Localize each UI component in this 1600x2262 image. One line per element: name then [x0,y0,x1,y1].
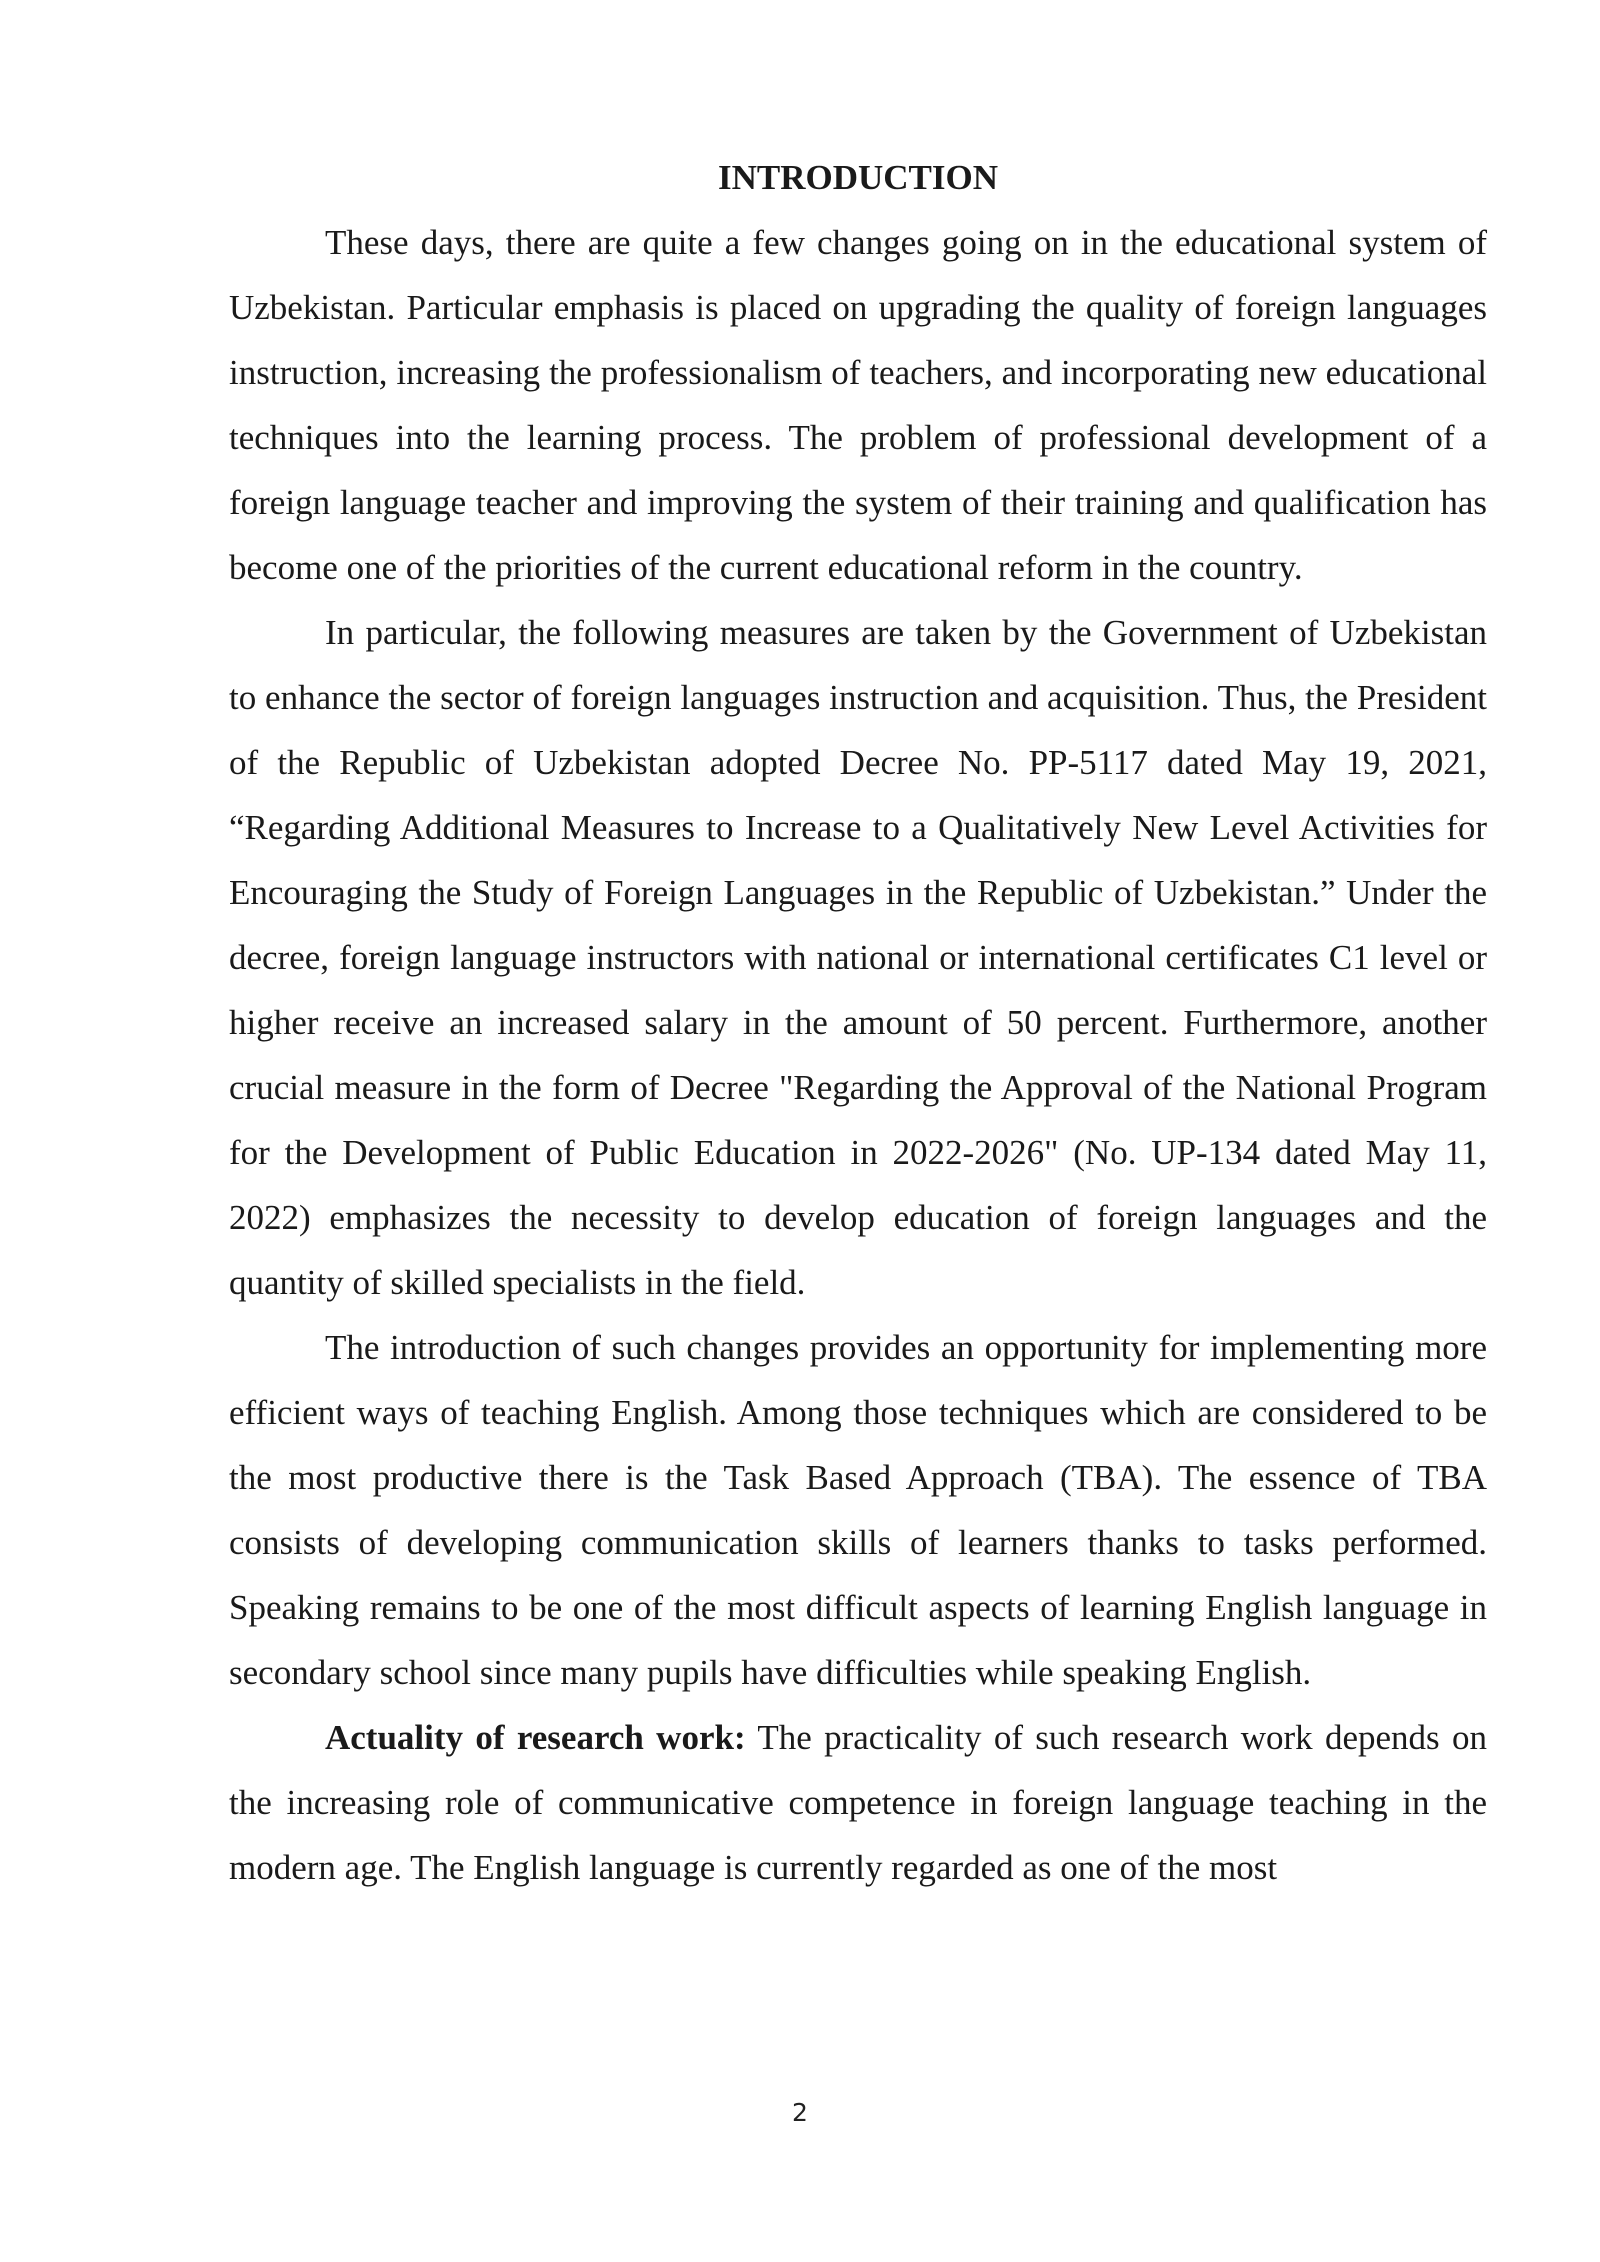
paragraph-government-measures: In particular, the following measures are taken by the Government of Uzbekistan to enhance the sector of foreign languages instruction and acquisition. Thus, the President of the Republic of Uzbekistan adopted Decree No. PP-5117 dated May 19, 2021, “Regarding Additional Measures to Increase to a Qualitatively New Level Activities for Encouraging the Study of Foreign Languages in the Republic of Uzbekistan.” Under the decree, foreign language instructors with national or international certificates C1 level or higher receive an increased salary in the amount of 50 percent. Furthermore, another crucial measure in the form of Decree "Regarding the Approval of the National Program for the Development of Public Education in 2022-2026" (No. UP-134 dated May 11, 2022) emphasizes the necessity to develop education of foreign languages and the quantity of skilled specialists in the field. [229,613,1487,1302]
page-content [229,145,1487,1900]
paragraph-education-changes: These days, there are quite a few changes going on in the educational system of Uzbekistan. Particular emphasis is placed on upgrading the quality of foreign languages instruction, increasing the professionalism of teachers, and incorporating new educational techniques into the learning process. The problem of professional development of a foreign language teacher and improving the system of their training and qualification has become one of the priorities of the current educational reform in the country. [229,223,1487,587]
actuality-text: The practicality of such research work depends on the increasing role of communicative competence in foreign language teaching in the modern age. The English language is currently regarded as one of the most [229,1718,1487,1887]
paragraph-task-based-approach: The introduction of such changes provides an opportunity for implementing more efficient ways of teaching English. Among those techniques which are considered to be the most productive there is the Task Based Approach (TBA). The essence of TBA consists of developing communication skills of learners thanks to tasks performed. Speaking remains to be one of the most difficult aspects of learning English language in secondary school since many pupils have difficulties while speaking English. [229,1328,1487,1692]
page-title: INTRODUCTION [717,158,999,197]
paragraph-actuality [229,1705,1487,1900]
page-number: 2 [792,2098,808,2127]
actuality-lead: Actuality of research work: [325,1718,746,1757]
